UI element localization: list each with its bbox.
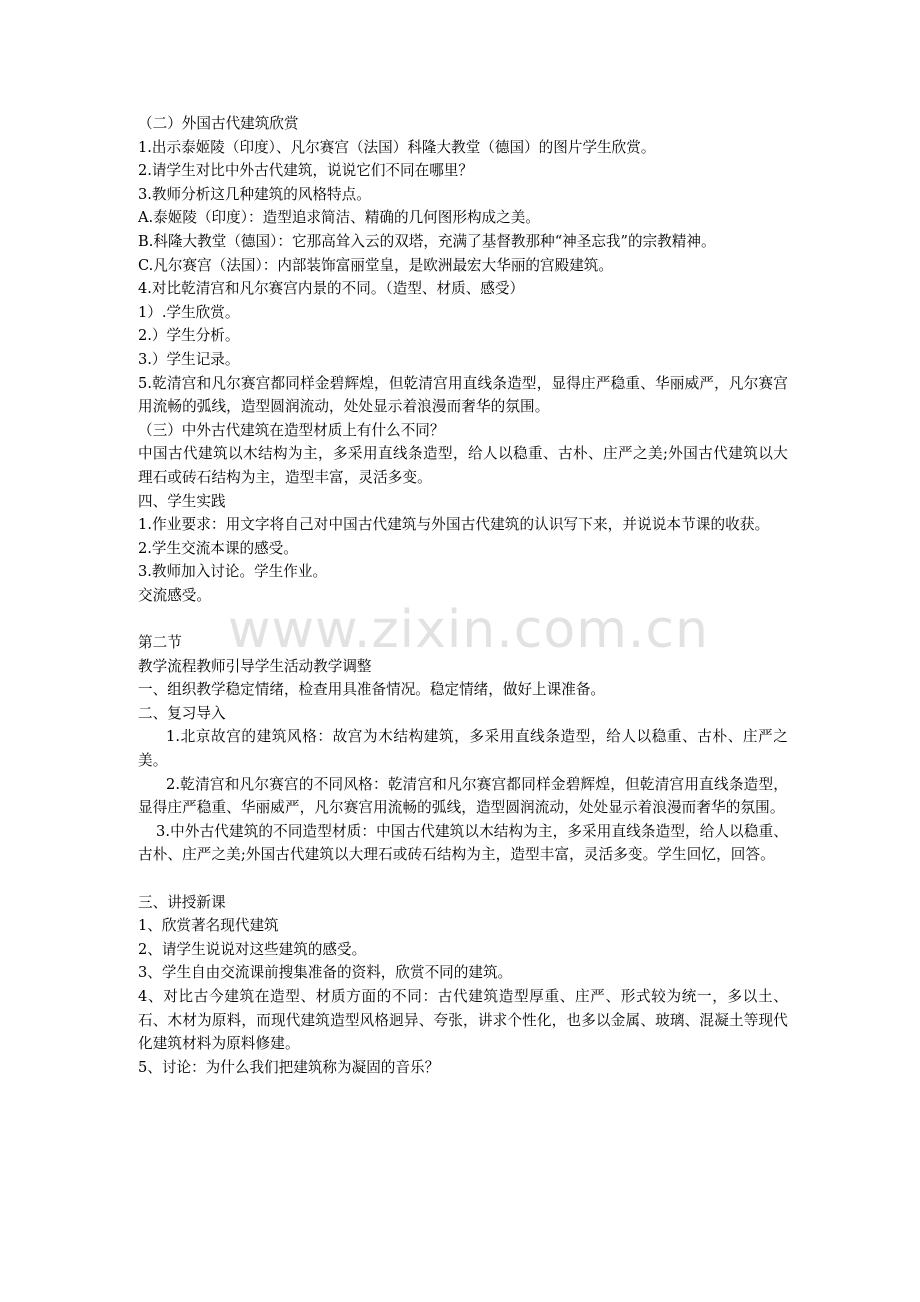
list-item: B.科隆大教堂（德国）：它那高耸入云的双塔，充满了基督教那种“神圣忘我”的宗教精神。 <box>138 232 716 250</box>
list-item: 2.请学生对比中外古代建筑，说说它们不同在哪里？ <box>138 162 473 180</box>
section-heading-compare: （三）中外古代建筑在造型材质上有什么不同？ <box>138 421 445 439</box>
list-item: 3.教师加入讨论。学生作业。 <box>138 563 328 581</box>
lesson-heading: 第二节 <box>138 634 182 652</box>
list-item: 3.）学生记录。 <box>138 350 240 368</box>
list-item: 4.对比乾清宫和凡尔赛宫内景的不同。（造型、材质、感受） <box>138 280 525 298</box>
paragraph: 5.乾清宫和凡尔赛宫都同样金碧辉煌，但乾清宫用直线条造型，显得庄严稳重、华丽威严，凡尔赛宫用流畅的弧线，造型圆润流动，处处显示着浪漫而奢华的氛围。 <box>138 374 788 416</box>
section-heading-practice: 四、学生实践 <box>138 492 226 510</box>
list-item: 1）.学生欣赏。 <box>138 303 240 321</box>
list-item: 交流感受。 <box>138 586 211 604</box>
list-item: 3.教师分析这几种建筑的风格特点。 <box>138 185 371 203</box>
list-item: 一、组织教学稳定情绪，检查用具准备情况。稳定情绪，做好上课准备。 <box>138 681 606 699</box>
paragraph: 3.中外古代建筑的不同造型材质：中国古代建筑以木结构为主，多采用直线条造型，给人以稳重、古朴、庄严之美;外国古代建筑以大理石或砖石结构为主，造型丰富，灵活多变。学生回忆，回答。 <box>138 822 788 864</box>
list-item: 2.学生交流本课的感受。 <box>138 539 298 557</box>
list-item: 3、学生自由交流课前搜集准备的资料，欣赏不同的建筑。 <box>138 964 513 982</box>
section-heading-new: 三、讲授新课 <box>138 893 226 911</box>
list-item: 1.出示泰姬陵（印度）、凡尔赛宫（法国）科隆大教堂（德国）的图片学生欣赏。 <box>138 138 656 156</box>
paragraph: 1.北京故宫的建筑风格：故宫为木结构建筑，多采用直线条造型，给人以稳重、古朴、庄严之美。 <box>138 728 788 770</box>
section-heading-foreign: （二）外国古代建筑欣赏 <box>138 115 299 132</box>
spacer <box>138 867 788 891</box>
paragraph: 中国古代建筑以木结构为主，多采用直线条造型，给人以稳重、古朴、庄严之美;外国古代建筑以大理石或砖石结构为主，造型丰富，灵活多变。 <box>138 445 788 486</box>
paragraph: 2.乾清宫和凡尔赛宫的不同风格：乾清宫和凡尔赛宫都同样金碧辉煌，但乾清宫用直线条造型，显得庄严稳重、华丽威严，凡尔赛宫用流畅的弧线，造型圆润流动，处处显示着浪漫而奢华的氛围。 <box>138 775 788 817</box>
lesson-subheading: 教学流程教师引导学生活动教学调整 <box>138 657 372 675</box>
spacer <box>138 607 788 631</box>
paragraph: 4、对比古今建筑在造型、材质方面的不同：古代建筑造型厚重、庄严、形式较为统一，多以土、石、木材为原料，而现代建筑造型风格迥异、夸张，讲求个性化，也多以金属、玻璃、混凝土等现代化建筑材料为原料修建。 <box>138 987 788 1053</box>
list-item: A.泰姬陵（印度）：造型追求简洁、精确的几何图形构成之美。 <box>138 209 540 227</box>
list-item: 2、请学生说说对这些建筑的感受。 <box>138 940 367 958</box>
list-item: 5、讨论：为什么我们把建筑称为凝固的音乐？ <box>138 1058 440 1076</box>
list-item: 2.）学生分析。 <box>138 327 240 345</box>
list-item: 1、欣赏著名现代建筑 <box>138 917 279 935</box>
document-page <box>138 112 788 1079</box>
list-item: C.凡尔赛宫（法国）：内部装饰富丽堂皇，是欧洲最宏大华丽的宫殿建筑。 <box>138 256 613 274</box>
list-item: 二、复习导入 <box>138 704 226 722</box>
paragraph: 1.作业要求：用文字将自己对中国古代建筑与外国古代建筑的认识写下来，并说说本节课的收获。 <box>138 516 770 534</box>
watermark-text: www.zixin.com.cn <box>228 600 709 660</box>
